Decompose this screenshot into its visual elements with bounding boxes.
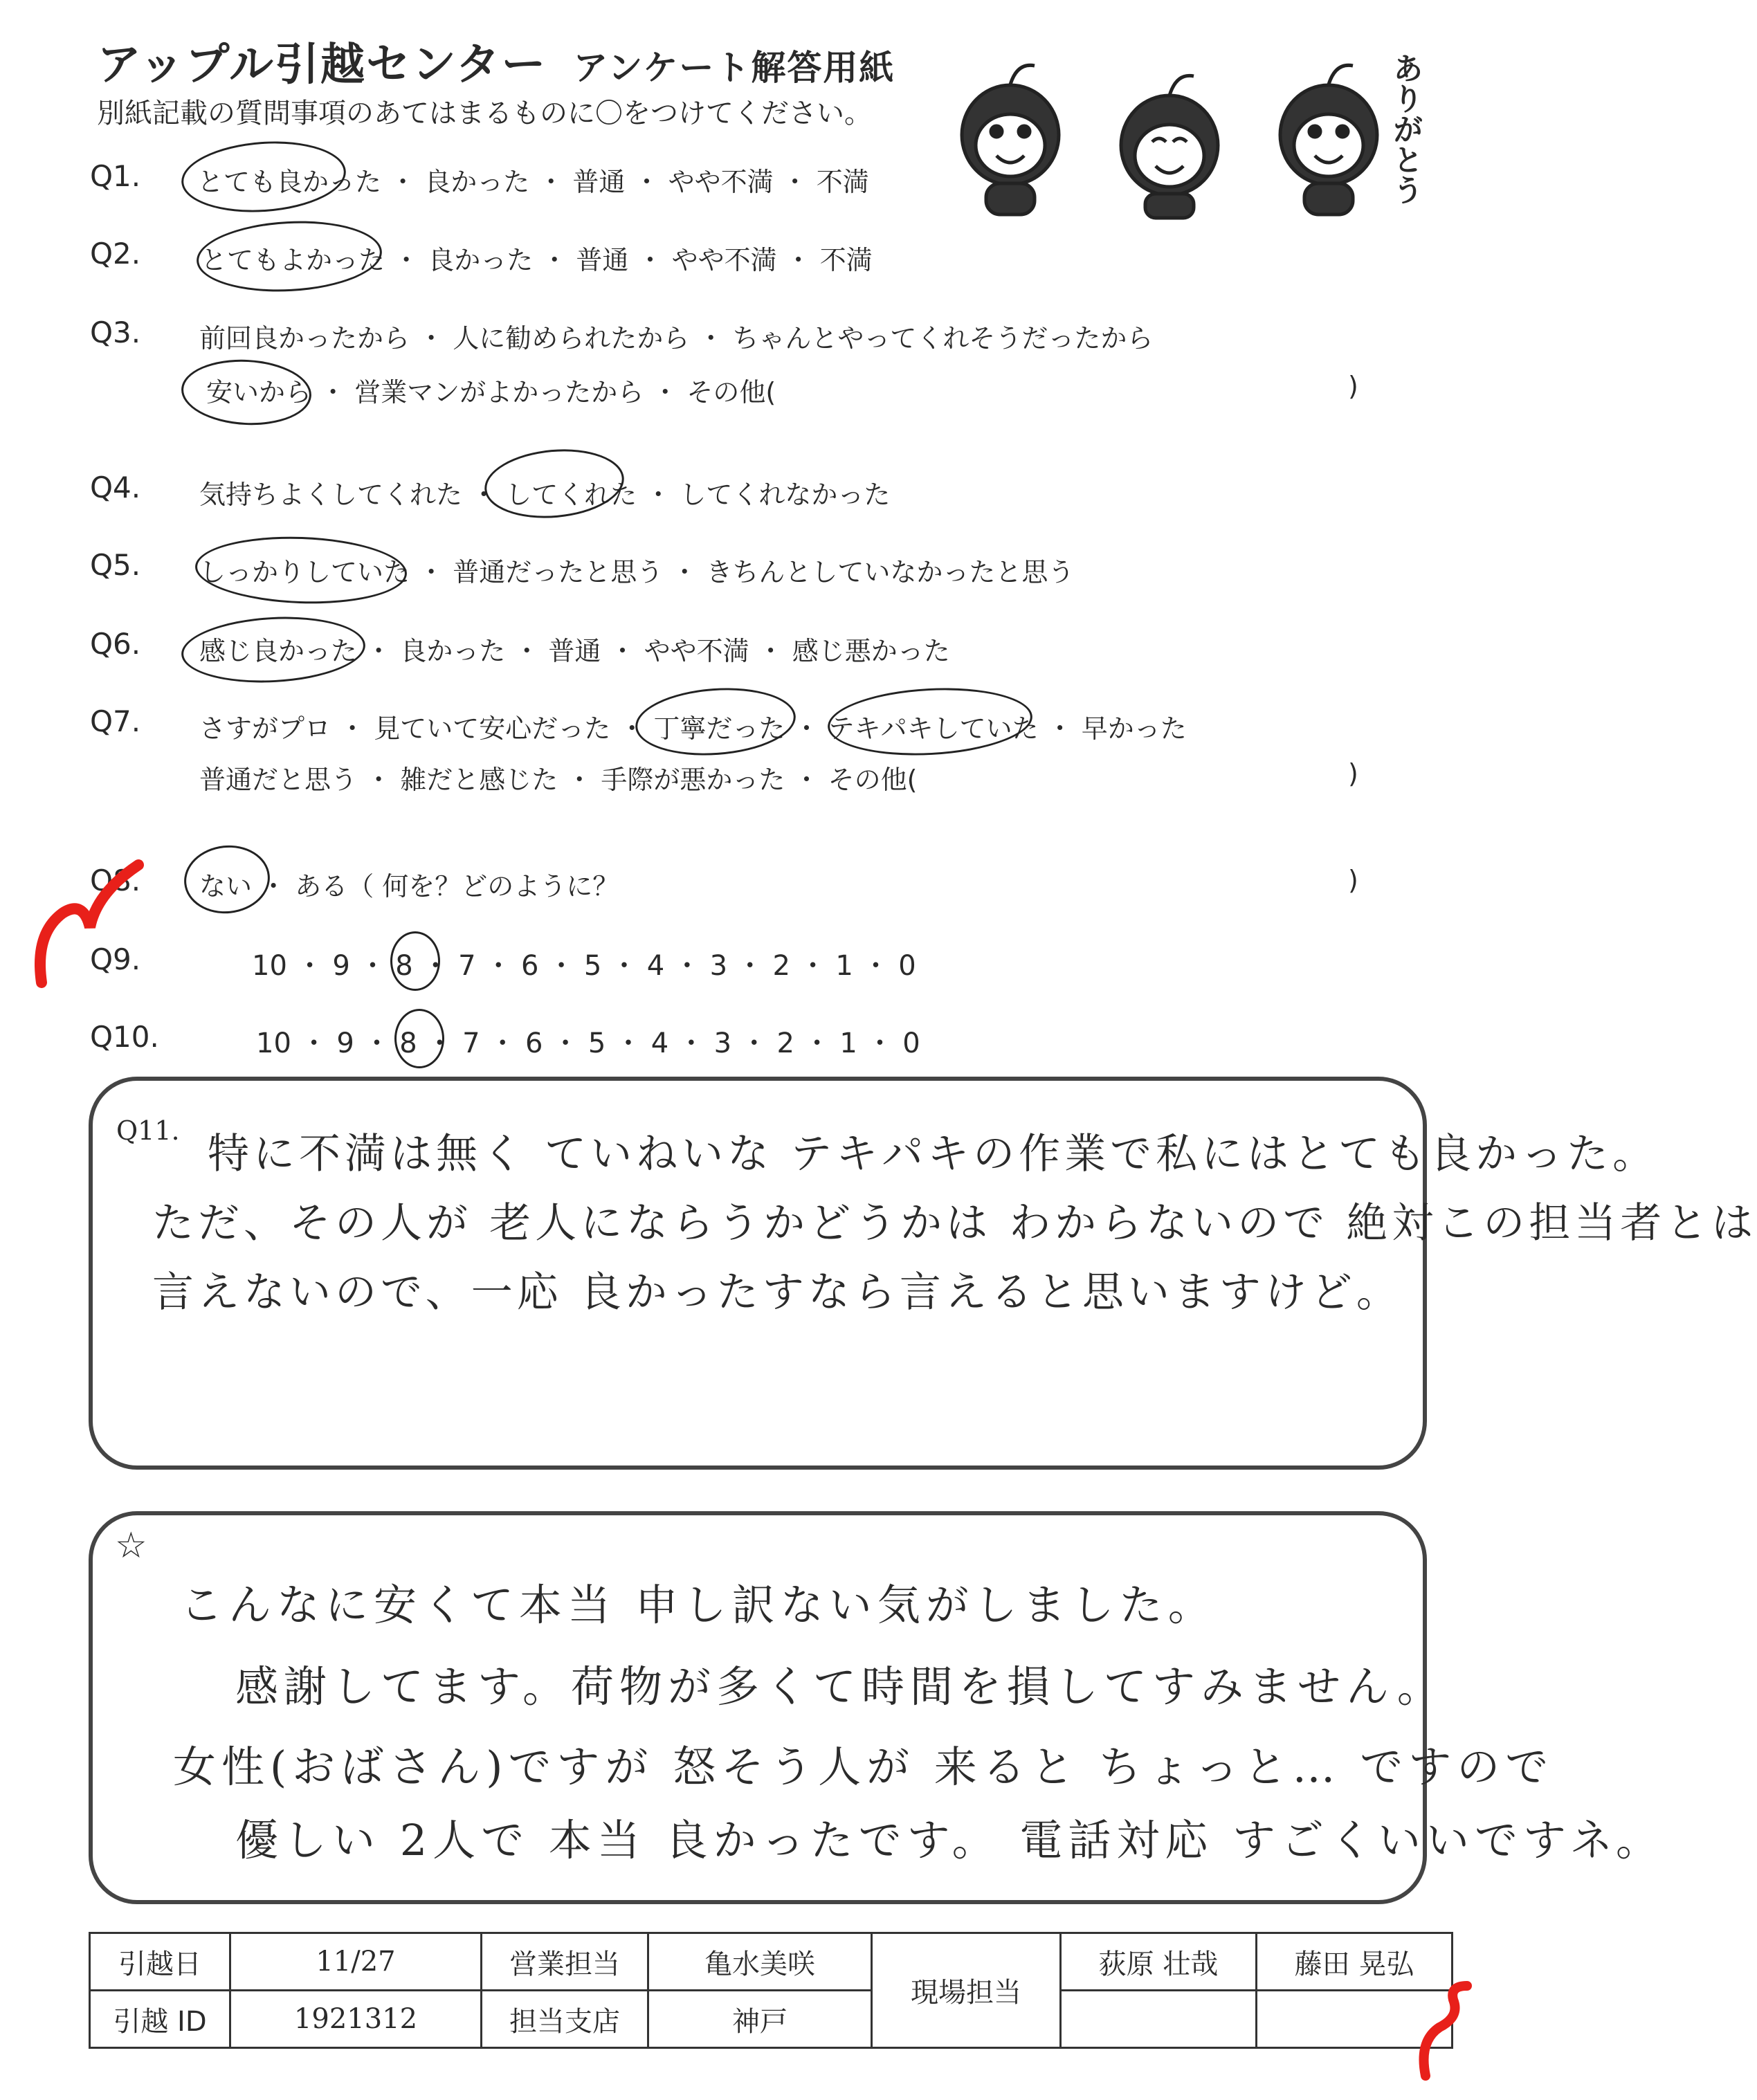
q7-option[interactable]: テキパキしていた — [828, 713, 1039, 744]
branch-value: 神戸 — [648, 1991, 872, 2048]
thanks-text: ありがとう — [1387, 53, 1423, 205]
q7-option[interactable]: その他( — [828, 765, 918, 795]
q8-label: Q8. — [90, 864, 141, 897]
q1-option[interactable]: やや不満 — [668, 167, 774, 197]
sales-name: 亀水美咲 — [648, 1933, 872, 1991]
q8-options: ない ・ ある（ 何を？どのように？ — [199, 871, 619, 902]
q11-handwritten-line: 特に不満は無く ていねいな テキパキの作業で私にはとても良かった。 — [208, 1130, 1659, 1178]
q7-option[interactable]: 普通だと思う — [199, 765, 358, 795]
q3-options-line2: 安いから ・ 営業マンがよかったから ・ その他( — [206, 377, 776, 408]
q7-answer-circle-2 — [826, 683, 1035, 760]
q3-option[interactable]: 人に勧められたから — [453, 323, 690, 354]
q7-options-line2: 普通だと思う ・ 雑だと感じた ・ 手際が悪かった ・ その他( — [199, 765, 918, 795]
q7-option[interactable]: 手際が悪かった — [601, 765, 785, 795]
q4-label: Q4. — [90, 471, 141, 504]
q1-option[interactable]: 普通 — [572, 167, 626, 197]
q9-scale[interactable]: 10 ・ 9 ・ 8 ・ 7 ・ 6 ・ 5 ・ 4 ・ 3 ・ 2 ・ 1 ・ 0 — [252, 950, 916, 982]
q1-option[interactable]: 不満 — [816, 167, 869, 197]
q11-handwritten-line: ただ、その人が 老人にならうかどうかは わからないので 絶対この担当者とは — [152, 1199, 1757, 1248]
form-subtitle: アンケート解答用紙 — [573, 48, 895, 88]
q5-option[interactable]: しっかりしていた — [199, 557, 410, 587]
star-handwritten-line: 感謝してます。荷物が多くて時間を損してすみません。 — [235, 1661, 1446, 1712]
q5-label: Q5. — [90, 548, 141, 582]
q7-option[interactable]: 早かった — [1081, 713, 1187, 744]
move-date-label: 引越日 — [90, 1933, 230, 1991]
q7-option[interactable]: 雑だと感じた — [400, 765, 558, 795]
q6-option[interactable]: やや不満 — [644, 636, 749, 666]
instruction-text: 別紙記載の質問事項のあてはまるものに〇をつけてください。 — [97, 98, 872, 129]
q4-option[interactable]: 気持ちよくしてくれた — [199, 480, 463, 510]
q2-answer-circle — [195, 217, 384, 296]
q7-close-paren: ) — [1348, 758, 1358, 789]
q2-label: Q2. — [90, 237, 141, 271]
site-staff-1: 荻原 壮哉 — [1061, 1933, 1257, 1991]
q9-label: Q9. — [90, 942, 141, 976]
move-id-value: 1921312 — [230, 1991, 482, 2048]
q1-answer-circle — [179, 136, 348, 217]
q7-option[interactable]: 見ていて安心だった — [374, 713, 611, 744]
q3-close-paren: ) — [1348, 371, 1358, 401]
star-handwritten-line: 女性(おばさん)ですが 怒そう人が 来ると ちょっと… ですので — [173, 1742, 1554, 1792]
q1-label: Q1. — [90, 159, 141, 193]
mascot-illustration — [941, 42, 1439, 221]
site-staff-2: 藤田 晃弘 — [1257, 1933, 1453, 1991]
star-handwritten-line: 優しい 2人で 本当 良かったです。 電話対応 すごくいいですネ。 — [235, 1815, 1664, 1865]
move-date-value: 11/27 — [230, 1933, 482, 1991]
q7-option[interactable]: 丁寧だった — [653, 713, 785, 744]
star-icon: ☆ — [115, 1525, 147, 1567]
sales-label: 営業担当 — [482, 1933, 648, 1991]
star-handwritten-line: こんなに安くて本当 申し訳ない気がしました。 — [180, 1580, 1217, 1630]
q4-options: 気持ちよくしてくれた ・ してくれた ・ してくれなかった — [199, 480, 891, 510]
branch-label: 担当支店 — [482, 1991, 648, 2048]
footer-info-table — [89, 1932, 1453, 2049]
q7-option[interactable]: さすがプロ — [199, 713, 331, 744]
q3-answer-circle — [180, 356, 313, 428]
q6-option[interactable]: 普通 — [548, 636, 601, 666]
q2-option[interactable]: とてもよかった — [201, 245, 385, 275]
q8-close-paren: ) — [1348, 865, 1358, 895]
q8-option[interactable]: ない — [199, 871, 253, 902]
q7-label: Q7. — [90, 704, 141, 738]
q5-option[interactable]: きちんとしていなかったと思う — [706, 557, 1075, 587]
q3-option[interactable]: ちゃんとやってくれそうだったから — [732, 323, 1154, 354]
q6-option[interactable]: 感じ悪かった — [792, 636, 950, 666]
q5-answer-circle — [194, 533, 408, 608]
company-name: アップル引越センター — [97, 39, 547, 91]
q4-answer-circle — [482, 444, 627, 523]
site-staff-empty-1 — [1061, 1991, 1257, 2048]
q6-option[interactable]: 良かった — [400, 636, 506, 666]
q11-handwritten-line: 言えないので、一応 良かったすなら言えると思いますけど。 — [152, 1268, 1402, 1317]
q3-option[interactable]: 営業マンがよかったから — [354, 377, 644, 408]
q10-label: Q10. — [90, 1020, 159, 1054]
q7-answer-circle-1 — [633, 683, 798, 760]
form-title — [97, 29, 895, 93]
q1-option[interactable]: とても良かった — [197, 167, 382, 197]
q2-options: とてもよかった ・ 良かった ・ 普通 ・ やや不満 ・ 不満 — [201, 245, 873, 275]
q2-option[interactable]: 不満 — [819, 245, 873, 275]
q2-option[interactable]: やや不満 — [671, 245, 777, 275]
red-check-mark-bottom — [1412, 1979, 1481, 2083]
q3-option[interactable]: 安いから — [206, 377, 312, 408]
move-id-label: 引越 ID — [90, 1991, 230, 2048]
q3-options-line1: 前回良かったから ・ 人に勧められたから ・ ちゃんとやってくれそうだったから — [199, 323, 1154, 354]
q5-options: しっかりしていた ・ 普通だったと思う ・ きちんとしていなかったと思う — [199, 557, 1075, 587]
q4-option[interactable]: してくれた — [505, 480, 637, 510]
q6-options: 感じ良かった ・ 良かった ・ 普通 ・ やや不満 ・ 感じ悪かった — [199, 636, 950, 666]
q2-option[interactable]: 普通 — [576, 245, 629, 275]
q3-option[interactable]: その他( — [686, 377, 776, 408]
mascot-1 — [962, 65, 1059, 214]
q6-label: Q6. — [90, 627, 141, 661]
q3-option[interactable]: 前回良かったから — [199, 323, 410, 354]
q6-option[interactable]: 感じ良かった — [199, 636, 358, 666]
q11-label: Q11. — [116, 1115, 180, 1146]
q8-answer-circle — [181, 841, 273, 917]
q10-answer-circle — [394, 1009, 444, 1068]
q1-option[interactable]: 良かった — [424, 167, 530, 197]
q7-options-line1: さすがプロ ・ 見ていて安心だった ・ 丁寧だった ・ テキパキしていた ・ 早かった — [199, 713, 1187, 744]
q3-label: Q3. — [90, 316, 141, 349]
mascot-2 — [1121, 75, 1218, 218]
q5-option[interactable]: 普通だったと思う — [453, 557, 664, 587]
site-staff-label: 現場担当 — [872, 1933, 1061, 2048]
q8-option[interactable]: ある（ 何を？どのように？ — [295, 871, 619, 902]
q10-scale[interactable]: 10 ・ 9 ・ 8 ・ 7 ・ 6 ・ 5 ・ 4 ・ 3 ・ 2 ・ 1 ・ 0 — [256, 1028, 920, 1059]
q2-option[interactable]: 良かった — [428, 245, 534, 275]
mascot-3 — [1280, 65, 1377, 214]
q6-answer-circle — [180, 612, 367, 687]
q9-answer-circle — [390, 931, 440, 991]
q1-options: とても良かった ・ 良かった ・ 普通 ・ やや不満 ・ 不満 — [197, 167, 869, 197]
q4-option[interactable]: してくれなかった — [680, 480, 891, 510]
